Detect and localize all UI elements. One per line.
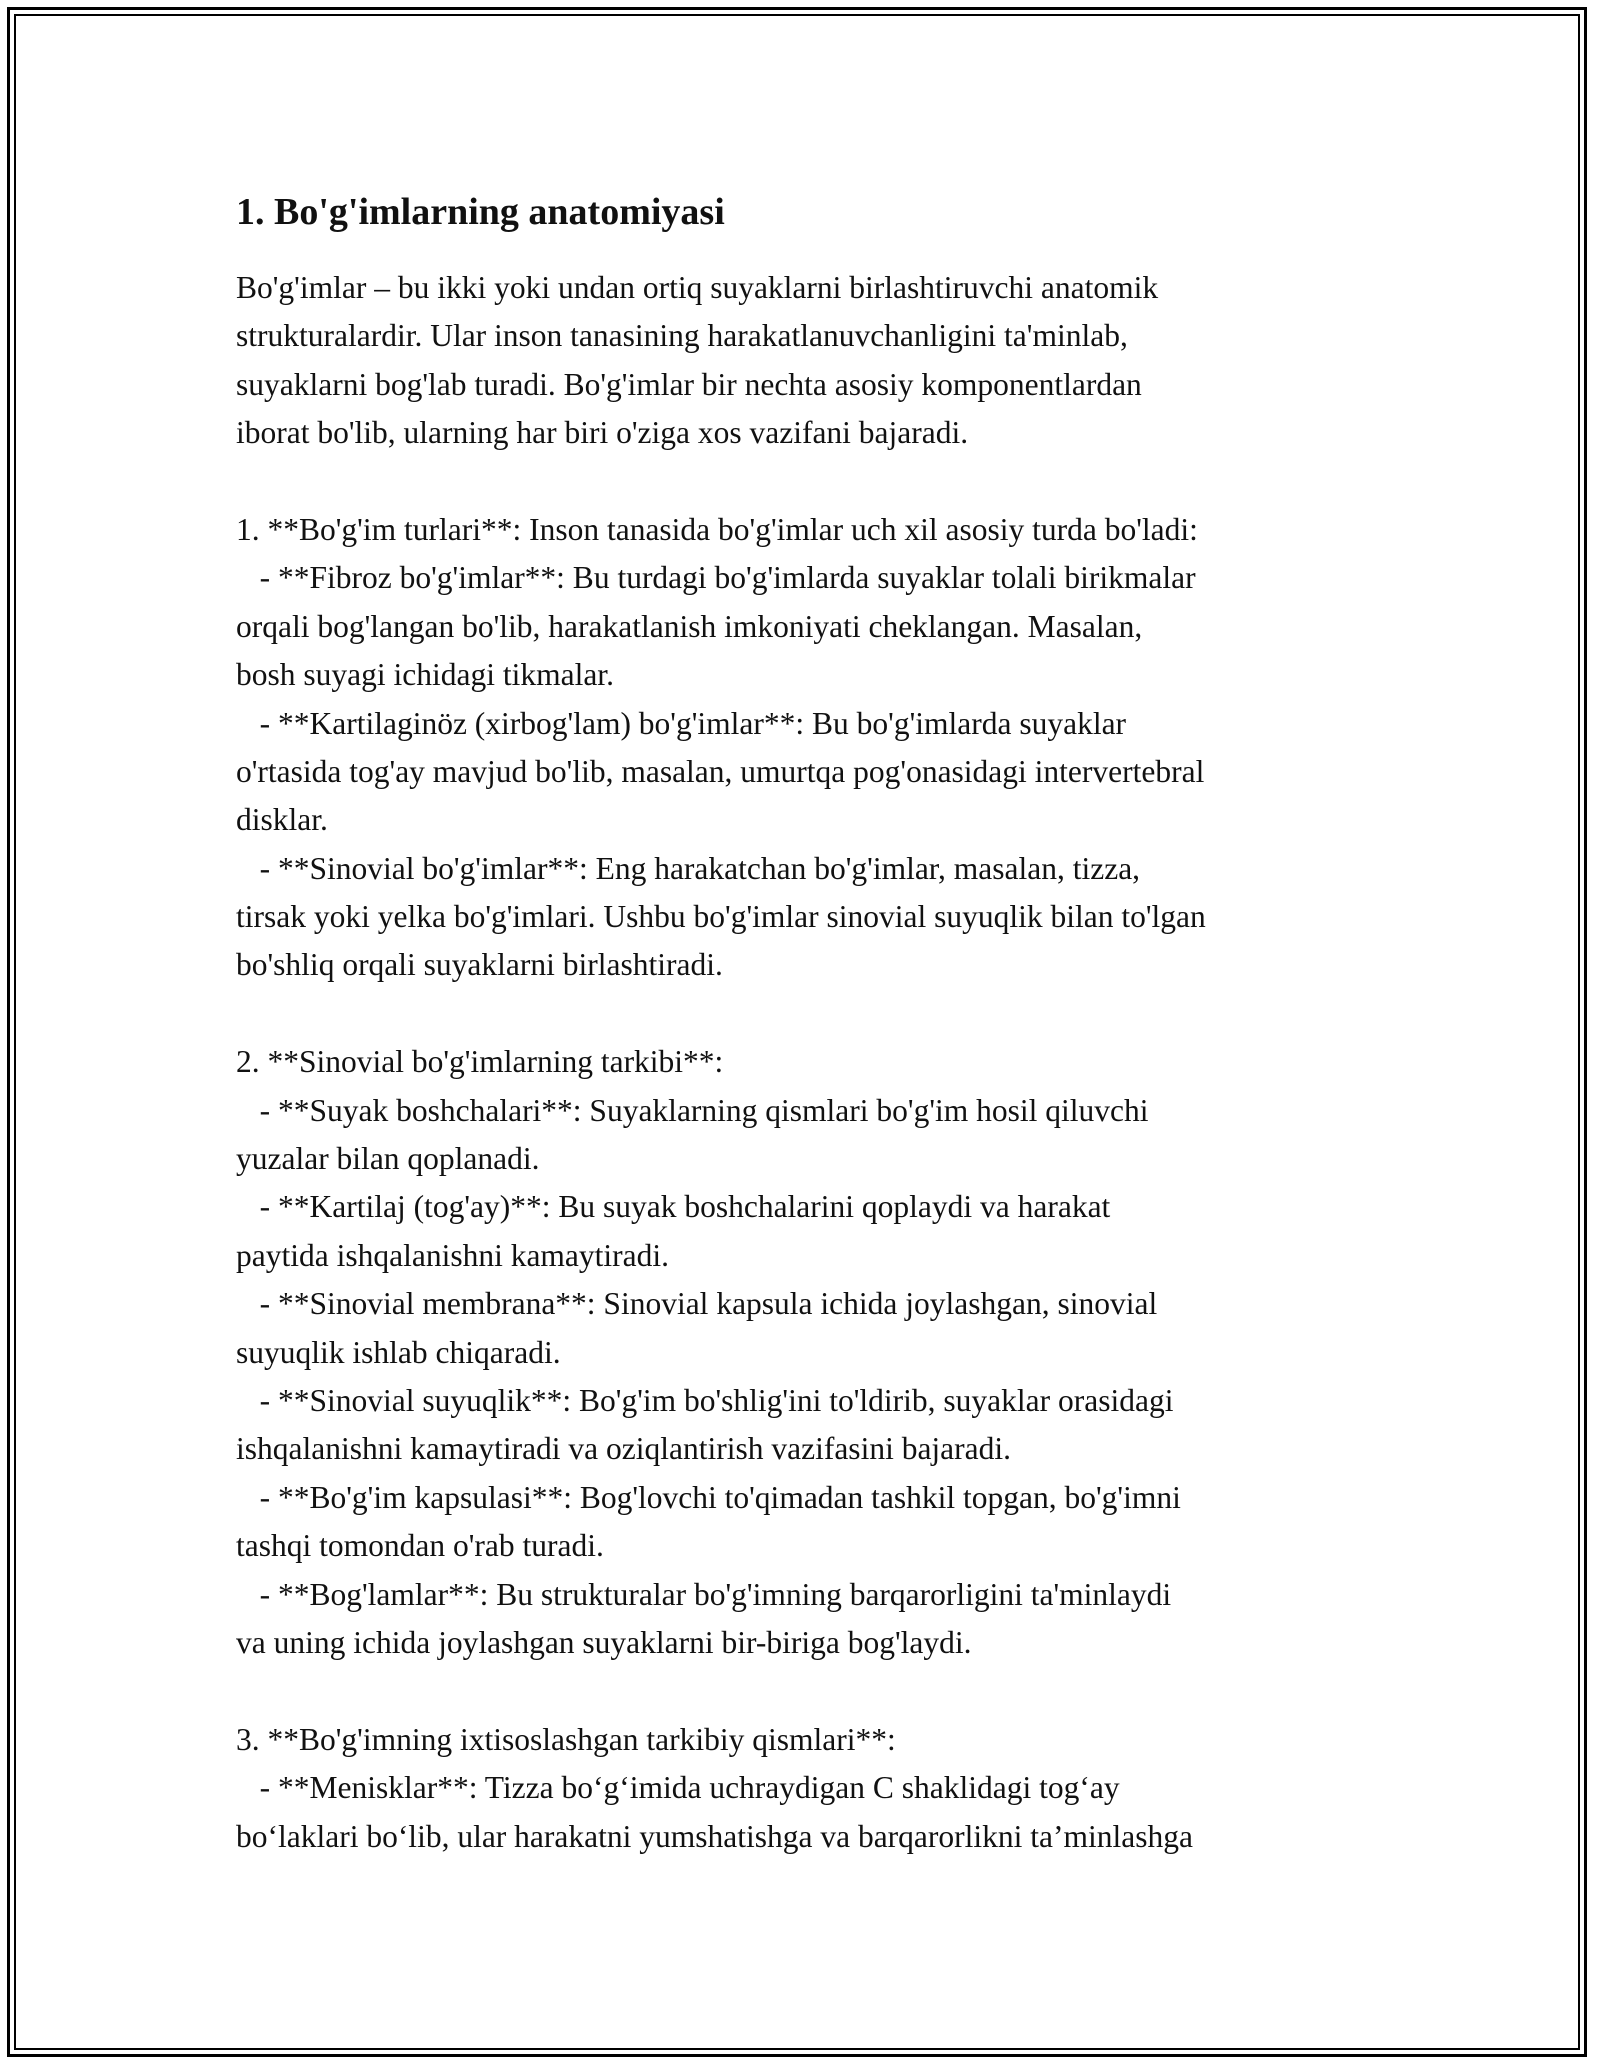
- text-line: disklar.: [236, 802, 328, 838]
- blank-line: [236, 458, 1376, 506]
- text-line: tashqi tomondan o'rab turadi.: [236, 1528, 604, 1564]
- text-line: - **Bog'lamlar**: Bu strukturalar bo'g'imning barqarorligini ta'minlaydi: [236, 1576, 1172, 1612]
- text-line: tirsak yoki yelka bo'g'imlari. Ushbu bo'g'imlar sinovial suyuqlik bilan to'lgan: [236, 899, 1206, 935]
- text-line: bo‘laklari bo‘lib, ular harakatni yumshatishga va barqarorlikni ta’minlashga: [236, 1818, 1193, 1854]
- text-line: - **Fibroz bo'g'imlar**: Bu turdagi bo'g'imlarda suyaklar tolali birikmalar: [236, 560, 1196, 596]
- text-line: iborat bo'lib, ularning har biri o'ziga xos vazifani bajaradi.: [236, 415, 969, 451]
- text-line: ishqalanishni kamaytiradi va oziqlantirish vazifasini bajaradi.: [236, 1431, 1012, 1467]
- text-line: strukturalardir. Ular inson tanasining harakatlanuvchanligini ta'minlab,: [236, 318, 1128, 354]
- document-body: [236, 186, 1376, 1861]
- text-line: paytida ishqalanishni kamaytiradi.: [236, 1237, 670, 1273]
- text-line: - **Bo'g'im kapsulasi**: Bog'lovchi to'qimadan tashkil topgan, bo'g'imni: [236, 1479, 1181, 1515]
- text-line: 3. **Bo'g'imning ixtisoslashgan tarkibiy qismlari**:: [236, 1721, 896, 1757]
- text-line: bo'shliq orqali suyaklarni birlashtiradi.: [236, 947, 723, 983]
- text-line: o'rtasida tog'ay mavjud bo'lib, masalan, umurtqa pog'onasidagi intervertebral: [236, 753, 1205, 789]
- text-line: - **Sinovial suyuqlik**: Bo'g'im bo'shlig'ini to'ldirib, suyaklar orasidagi: [236, 1382, 1174, 1418]
- text-line: - **Kartilaginöz (xirbog'lam) bo'g'imlar**: Bu bo'g'imlarda suyaklar: [236, 705, 1127, 741]
- text-line: - **Sinovial bo'g'imlar**: Eng harakatchan bo'g'imlar, masalan, tizza,: [236, 850, 1141, 886]
- text-line: orqali bog'langan bo'lib, harakatlanish imkoniyati cheklangan. Masalan,: [236, 608, 1143, 644]
- text-line: - **Sinovial membrana**: Sinovial kapsula ichida joylashgan, sinovial: [236, 1286, 1158, 1322]
- section-heading: 1. Bo'g'imlarning anatomiyasi: [236, 191, 725, 233]
- text-line: suyaklarni bog'lab turadi. Bo'g'imlar bir nechta asosiy komponentlardan: [236, 366, 1142, 402]
- text-line: yuzalar bilan qoplanadi.: [236, 1141, 540, 1177]
- blank-line: [236, 1667, 1376, 1715]
- text-line: - **Kartilaj (tog'ay)**: Bu suyak boshchalarini qoplaydi va harakat: [236, 1189, 1111, 1225]
- text-line: - **Menisklar**: Tizza bo‘g‘imida uchraydigan C shaklidagi tog‘ay: [236, 1770, 1120, 1806]
- text-line: va uning ichida joylashgan suyaklarni bir-biriga bog'laydi.: [236, 1624, 972, 1660]
- text-line: 2. **Sinovial bo'g'imlarning tarkibi**:: [236, 1044, 724, 1080]
- blank-line: [236, 990, 1376, 1038]
- text-line: suyuqlik ishlab chiqaradi.: [236, 1334, 561, 1370]
- text-line: 1. **Bo'g'im turlari**: Inson tanasida bo'g'imlar uch xil asosiy turda bo'ladi:: [236, 511, 1198, 547]
- text-line: bosh suyagi ichidagi tikmalar.: [236, 657, 614, 693]
- text-line: Bo'g'imlar – bu ikki yoki undan ortiq suyaklarni birlashtiruvchi anatomik: [236, 270, 1159, 305]
- text-line: - **Suyak boshchalari**: Suyaklarning qismlari bo'g'im hosil qiluvchi: [236, 1092, 1149, 1128]
